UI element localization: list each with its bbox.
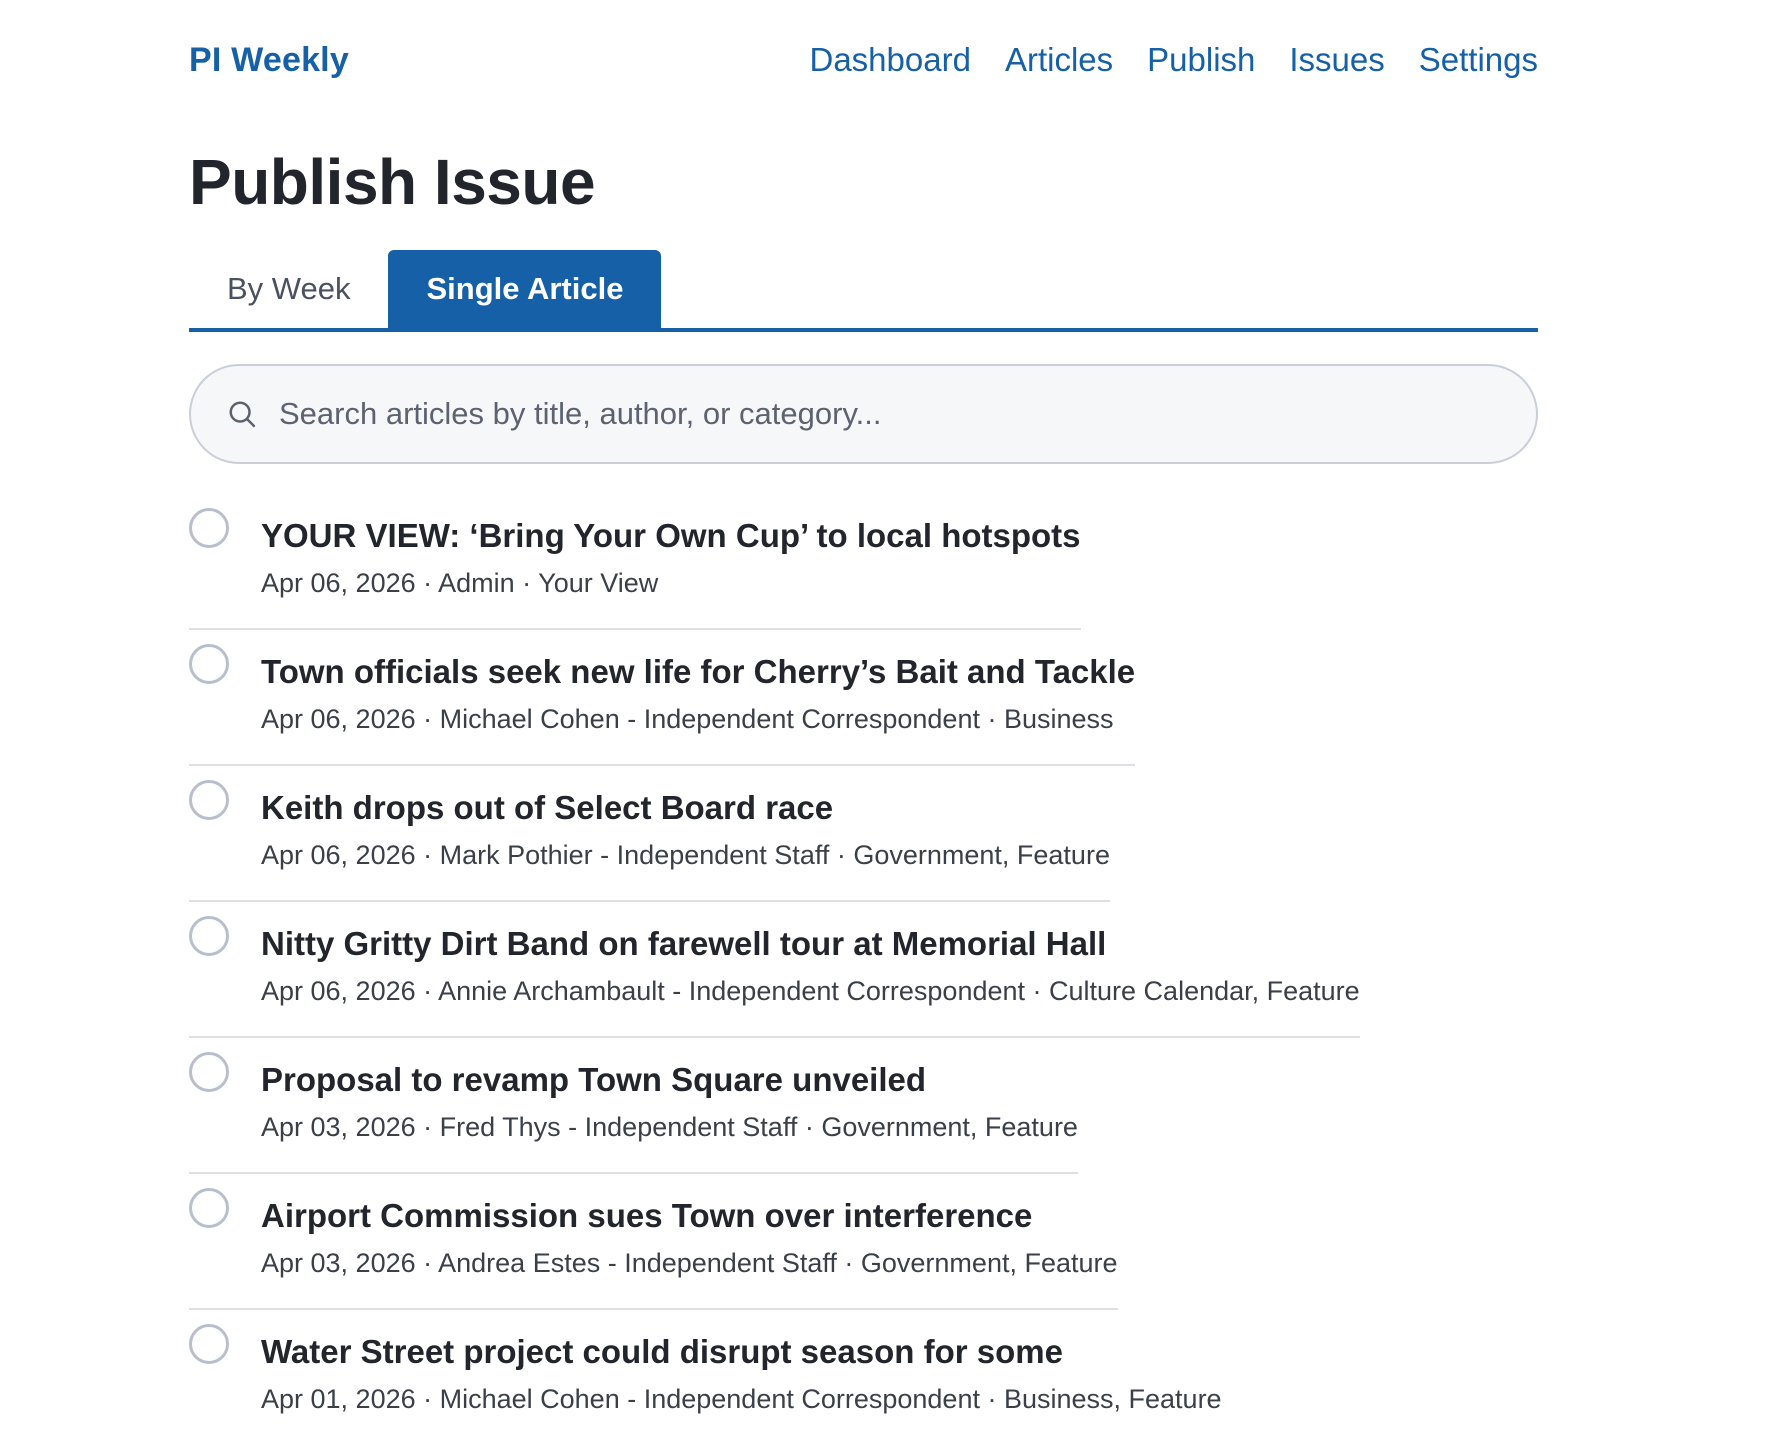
publish-mode-tabs	[189, 250, 1538, 332]
nav-issues[interactable]: Issues	[1289, 41, 1385, 78]
article-meta: Apr 06, 2026 · Annie Archambault - Independent Correspondent · Culture Calendar, Feature	[261, 975, 1360, 1006]
article-meta: Apr 06, 2026 · Michael Cohen - Independent Correspondent · Business	[261, 703, 1114, 734]
search-bar	[189, 364, 1538, 464]
article-text	[261, 1186, 1118, 1279]
tab-single-article[interactable]: Single Article	[388, 250, 661, 328]
page-title: Publish Issue	[189, 146, 596, 218]
article-text	[261, 1322, 1222, 1415]
article-list-item[interactable]	[189, 1038, 1538, 1174]
article-radio[interactable]	[189, 1324, 229, 1364]
search-input[interactable]	[279, 396, 1500, 432]
article-row[interactable]	[189, 1174, 1118, 1310]
article-text	[261, 506, 1081, 599]
article-radio[interactable]	[189, 508, 229, 548]
tab-by-week[interactable]: By Week	[227, 271, 351, 306]
article-row[interactable]	[189, 494, 1081, 630]
nav-dashboard[interactable]: Dashboard	[809, 41, 971, 78]
article-title: YOUR VIEW: ‘Bring Your Own Cup’ to local hotspots	[261, 517, 1081, 554]
article-list	[189, 494, 1538, 1438]
article-list-item[interactable]	[189, 1310, 1538, 1438]
nav-settings[interactable]: Settings	[1418, 41, 1538, 78]
article-text	[261, 778, 1110, 871]
article-title: Keith drops out of Select Board race	[261, 789, 834, 826]
article-title: Water Street project could disrupt season for some	[261, 1333, 1063, 1370]
article-radio[interactable]	[189, 1188, 229, 1228]
article-radio[interactable]	[189, 644, 229, 684]
article-title: Town officials seek new life for Cherry’s Bait and Tackle	[261, 653, 1136, 690]
article-text	[261, 914, 1360, 1007]
article-title: Proposal to revamp Town Square unveiled	[261, 1061, 927, 1098]
top-navigation-bar	[189, 0, 1538, 120]
nav-articles[interactable]: Articles	[1004, 41, 1114, 78]
article-meta: Apr 01, 2026 · Michael Cohen - Independent Correspondent · Business, Feature	[261, 1383, 1222, 1414]
nav-publish[interactable]: Publish	[1147, 41, 1256, 78]
article-title: Airport Commission sues Town over interference	[261, 1197, 1033, 1234]
article-meta: Apr 03, 2026 · Fred Thys - Independent Staff · Government, Feature	[261, 1111, 1078, 1142]
article-list-item[interactable]	[189, 766, 1538, 902]
article-row[interactable]	[189, 766, 1110, 902]
article-list-item[interactable]	[189, 630, 1538, 766]
article-title: Nitty Gritty Dirt Band on farewell tour at Memorial Hall	[261, 925, 1107, 962]
article-text	[261, 1050, 1078, 1143]
article-list-item[interactable]	[189, 1174, 1538, 1310]
article-meta: Apr 06, 2026 · Mark Pothier - Independent Staff · Government, Feature	[261, 839, 1110, 870]
article-row[interactable]	[189, 902, 1360, 1038]
article-radio[interactable]	[189, 780, 229, 820]
article-meta: Apr 06, 2026 · Admin · Your View	[261, 567, 659, 598]
search-icon	[227, 399, 257, 429]
brand-logo[interactable]: PI Weekly	[189, 40, 349, 79]
main-nav	[810, 41, 1539, 79]
article-radio[interactable]	[189, 916, 229, 956]
article-row[interactable]	[189, 630, 1135, 766]
article-meta: Apr 03, 2026 · Andrea Estes - Independent Staff · Government, Feature	[261, 1247, 1118, 1278]
article-text	[261, 642, 1135, 735]
article-row[interactable]	[189, 1310, 1222, 1438]
article-radio[interactable]	[189, 1052, 229, 1092]
article-row[interactable]	[189, 1038, 1078, 1174]
article-list-item[interactable]	[189, 494, 1538, 630]
article-list-item[interactable]	[189, 902, 1538, 1038]
